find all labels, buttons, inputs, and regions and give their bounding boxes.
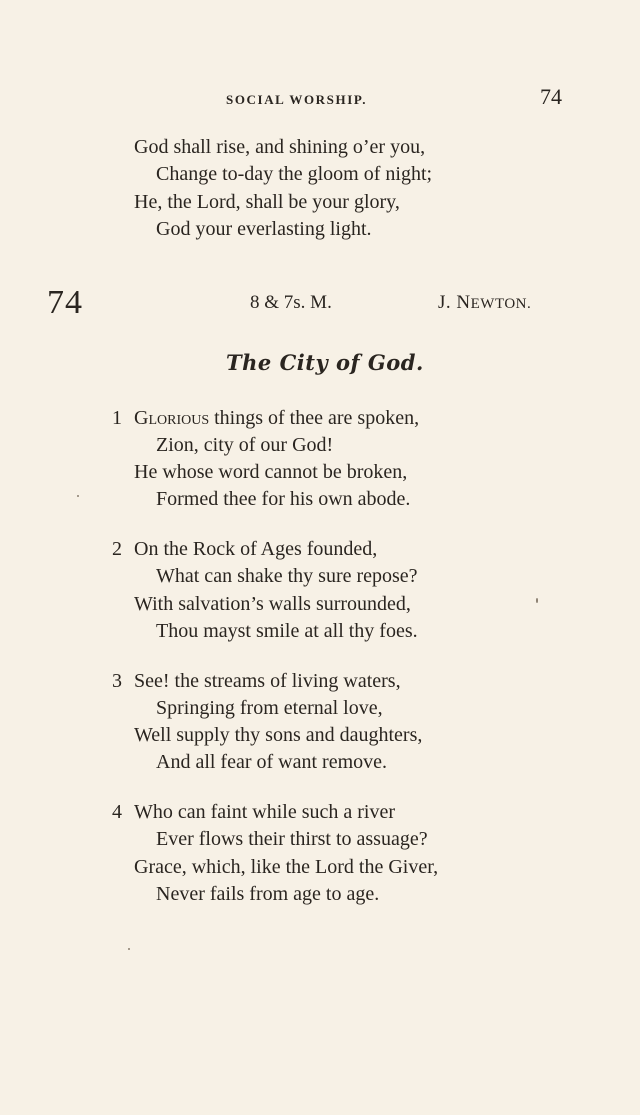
running-head: SOCIAL WORSHIP.: [226, 92, 368, 107]
previous-hymn-line: Change to-day the gloom of night;: [156, 163, 433, 185]
verse-line: Zion, city of our God!: [156, 434, 334, 456]
verse-line: What can shake thy sure repose?: [156, 565, 418, 587]
previous-hymn-line: God shall rise, and shining o’er you,: [134, 136, 426, 158]
verse-number: 3: [112, 670, 122, 692]
previous-hymn-line: He, the Lord, shall be your glory,: [134, 191, 400, 213]
hymn-title: The City of God.: [226, 350, 424, 375]
verse-line: Ever flows their thirst to assuage?: [156, 828, 428, 850]
verse-line: With salvation’s walls surrounded,: [134, 593, 411, 615]
verse-line: Formed thee for his own abode.: [156, 488, 411, 510]
verse-line: Glorious things of thee are spoken,: [134, 407, 420, 429]
hymn-meter: 8 & 7s. M.: [250, 292, 332, 313]
verse-line: Well supply thy sons and daughters,: [134, 724, 423, 746]
verse-line: He whose word cannot be broken,: [134, 461, 408, 483]
verse-line: Never fails from age to age.: [156, 883, 380, 905]
verse-number: 4: [112, 801, 122, 823]
previous-hymn-line: God your everlasting light.: [156, 218, 372, 240]
paper-speck: [536, 598, 538, 603]
verse-line: On the Rock of Ages founded,: [134, 538, 378, 560]
page-number: 74: [540, 84, 562, 109]
paper-speck: [128, 948, 130, 950]
verse-line: Springing from eternal love,: [156, 697, 383, 719]
hymn-number: 74: [47, 284, 83, 321]
verse-line: And all fear of want remove.: [156, 751, 388, 773]
paper-speck: [77, 495, 79, 497]
verse-line: Grace, which, like the Lord the Giver,: [134, 856, 439, 878]
verse-line: See! the streams of living waters,: [134, 670, 401, 692]
verse-number: 1: [112, 407, 122, 429]
verse-line: Thou mayst smile at all thy foes.: [156, 620, 418, 642]
verse-line: Who can faint while such a river: [134, 801, 396, 823]
hymn-author: J. NEWTON.: [438, 292, 532, 313]
verse-number: 2: [112, 538, 122, 560]
